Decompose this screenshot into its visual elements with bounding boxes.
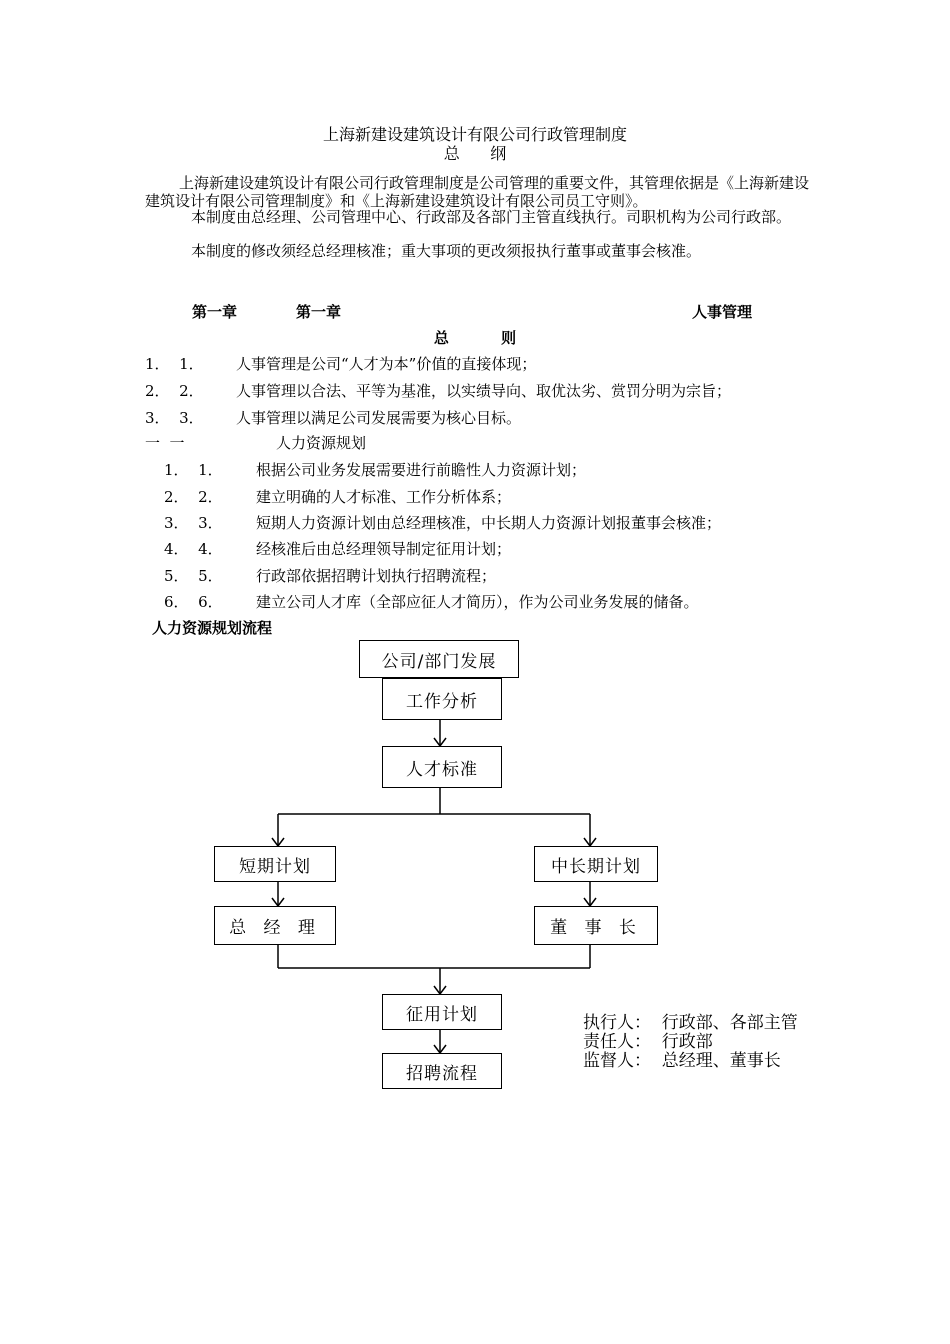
role-supervisor: 监督人： 总经理、董事长 [583, 1051, 781, 1071]
flow-box-short-term-plan: 短期计划 [214, 846, 336, 882]
list-item-number: 3． 3． [164, 514, 223, 532]
role-responsible: 责任人： 行政部 [583, 1032, 713, 1052]
list-item: 建立明确的人才标准、工作分析体系； [256, 488, 512, 506]
document-title: 上海新建设建筑设计有限公司行政管理制度 [322, 125, 627, 144]
flow-box-job-analysis: 工作分析 [382, 678, 502, 720]
document-subtitle: 总 纲 [443, 144, 507, 163]
section-title-general: 总 则 [433, 329, 517, 347]
list-item-number: 5． 5． [164, 567, 223, 585]
flow-box-general-manager: 总 经 理 [214, 906, 336, 945]
list-item: 行政部依据招聘计划执行招聘流程； [256, 567, 497, 585]
chapter-label: 第一章 [192, 303, 238, 321]
flow-box-talent-standard: 人才标准 [382, 746, 502, 788]
section-title: 人力资源规划 [276, 434, 367, 452]
list-item: 建立公司人才库（全部应征人才简历），作为公司业务发展的储备。 [256, 593, 699, 611]
chapter-name: 人事管理 [692, 303, 753, 321]
list-item-number: 2． 2． [164, 488, 223, 506]
intro-paragraph-1: 上海新建设建筑设计有限公司行政管理制度是公司管理的重要文件，其管理依据是《上海新建设建筑设计有限公司管理制度》和《上海新建设建筑设计有限公司员工守则》。 [145, 174, 810, 210]
list-item-number: 1． 1． [164, 461, 223, 479]
list-item: 短期人力资源计划由总经理核准，中长期人力资源计划报董事会核准； [256, 514, 722, 532]
role-executor: 执行人： 行政部、各部主管 [583, 1013, 798, 1033]
list-item: 人事管理以满足公司发展需要为核心目标。 [236, 409, 522, 427]
list-item: 经核准后由总经理领导制定征用计划； [256, 540, 512, 558]
intro-paragraph-2: 本制度由总经理、公司管理中心、行政部及各部门主管直线执行。司职机构为公司行政部。 [191, 208, 792, 226]
flow-box-recruitment-plan: 征用计划 [382, 994, 502, 1030]
list-item-number: 6． 6． [164, 593, 223, 611]
intro-paragraph-3: 本制度的修改须经总经理核准；重大事项的更改须报执行董事或董事会核准。 [191, 242, 702, 260]
flow-box-recruitment-process: 招聘流程 [382, 1053, 502, 1089]
flowchart-heading: 人力资源规划流程 [152, 619, 273, 637]
list-item: 根据公司业务发展需要进行前瞻性人力资源计划； [256, 461, 587, 479]
flow-box-company-development: 公司/部门发展 [359, 640, 519, 678]
flow-box-chairman: 董 事 长 [534, 906, 658, 945]
list-item-number: 1． 1． [145, 355, 204, 373]
list-item: 人事管理以合法、平等为基准，以实绩导向、取优汰劣、赏罚分明为宗旨； [236, 382, 732, 400]
section-number: 一 一 [145, 434, 185, 452]
list-item: 人事管理是公司“人才为本”价值的直接体现； [236, 355, 537, 373]
list-item-number: 4． 4． [164, 540, 223, 558]
list-item-number: 2． 2． [145, 382, 204, 400]
list-item-number: 3． 3． [145, 409, 204, 427]
flow-box-long-term-plan: 中长期计划 [534, 846, 658, 882]
chapter-label-duplicate: 第一章 [296, 303, 342, 321]
